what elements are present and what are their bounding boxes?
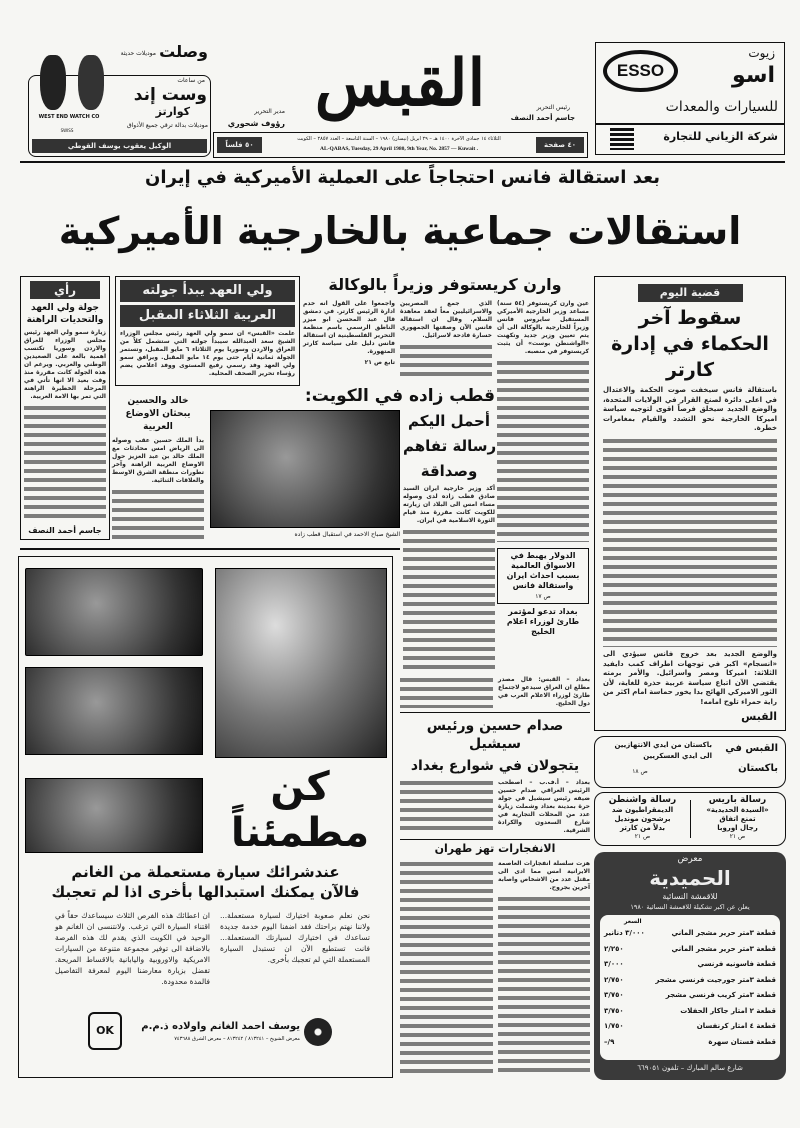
saddam-text-column [498, 779, 590, 836]
car-ad-contact: معرض الشويخ – ٨١٣٢٤١ / ٨١٣٢٤٢ – معرض الشرق ٧٤٣٦٨٨ [174, 1036, 300, 1042]
letter-line: تمنع اتفاق [719, 815, 756, 823]
watch-ad-swiss: SWISS [60, 128, 74, 133]
divider [20, 548, 400, 550]
esso-l3: للسيارات والمعدات [665, 99, 778, 115]
esso-logo: ESSO [603, 50, 678, 92]
warren-col-1: عين وارن كريستوفر (٥٤ سنة) مساعد وزير الخارجية الأميركي المستقيل سايروس فانس وزيراً للخارجية بالوكالة الى أن يتم تعيين وزير جديد وتكهنت «الواشنطن بوست» أن يثبت كريستوفر في منصبه. [497, 300, 589, 355]
esso-l2: اسو [732, 63, 775, 88]
pakistan-text-2: الى ايدي العسكريين [643, 752, 712, 760]
hamidiya-small: معرض [677, 854, 703, 864]
headline-line: يتجولان في شوارع بغداد [410, 757, 580, 774]
ghanim-disc-icon [304, 1018, 332, 1046]
text-column [112, 488, 204, 542]
tehran-headline: الانفجارات تهز طهران [400, 839, 590, 856]
today-issue-badge: قضية اليوم [638, 284, 743, 302]
opinion-title: جولة ولي العهد والتحديات الراهنة [26, 303, 104, 325]
crown-prince-column [120, 280, 295, 384]
ghotbzadeh-text: أكد وزير خارجية ايران السيد صادق قطب زاده لدى وصوله مساء امس الى البلاد ان زيارته للكويت كانت مقررة منذ قيام الثورة الاسلامية في ايران. [403, 485, 495, 524]
watch-ad-desc: موديلات بدالة ترقي جميع الأذواق [126, 122, 208, 129]
warren-continued: تابع ص ٢١ [364, 359, 395, 366]
tehran-text-column [498, 860, 590, 1076]
ghotbzadeh-photo [210, 410, 400, 528]
item-price: ٣/٧٥٠ [604, 1006, 624, 1015]
item-name: قطعة فاسونيه فرنسي [697, 960, 776, 968]
text-column [498, 895, 590, 1076]
hamidiya-address: شارع سالم المبارك – تلفون ٦٦٩٠٥١ [637, 1064, 743, 1072]
item-name: قطعة ٣متر جورجيت فرنسي مشجر [655, 975, 776, 984]
letter-line: برشحون مونديل [614, 815, 671, 823]
watch-ad-dealer: الوكيل يعقوب يوسف القوطي [32, 139, 207, 153]
letter-title: رسالة واشنطن [608, 795, 677, 805]
item-price: ٢/٧٥٠ [604, 975, 624, 984]
watch-ad-from: من ساعات [177, 77, 205, 84]
watch-ad-top: وصلت [159, 42, 208, 61]
subhead-line: أحمل اليكم [407, 412, 490, 430]
price-list-item [604, 1004, 776, 1020]
item-price: ٣/٠٠٠ دنانير [604, 929, 645, 937]
crown-prince-headline: ولي العهد يبدأ جولته [120, 280, 295, 302]
watch-ad-brand: وست إند [133, 85, 207, 105]
pakistan-title: القبس في [725, 743, 778, 754]
car-ad-text-right: نحن نعلم صعوبة اختيارك لسيارة مستعملة... ولاننا نهتم براحتك فقد اضفنا اليوم خدمة جديدة تساعدك في اختيارك لسيارتك المستعملة... فانت تستطيع الآن ان تستبدل السيارة المستعملة التي لم تعجبك بأخرى. [220, 911, 370, 964]
letter-page-ref: ص ٢١ [729, 833, 746, 840]
hamidiya-price-list [600, 915, 780, 1060]
managing-editor-name: رؤوف شحوري [227, 119, 285, 128]
divider [595, 123, 785, 125]
subhead-line: وصداقة [420, 462, 478, 480]
tehran-row [400, 860, 590, 1076]
dollar-box [497, 548, 589, 604]
text-column [24, 404, 106, 522]
item-name: قطعة فستان سهرة [708, 1037, 776, 1046]
today-issue-signature: القبس [741, 710, 777, 723]
price-header: السعر [624, 918, 642, 925]
baghdad-conf-row [400, 676, 590, 708]
item-price: ٢/٢٥٠ [604, 944, 624, 953]
price-list-item [604, 942, 776, 958]
baghdad-conf-text: بغداد – القبس: قال مصدر مطلع ان العراق سيدعو لاجتماع طارئ لوزراء الاعلام العرب في دول الخليج. [498, 676, 590, 707]
dollar-page-ref: ص ١٧ [535, 593, 551, 600]
price-list-item [604, 1019, 776, 1035]
ghotbzadeh-headline: قطب زاده في الكويت: [304, 386, 495, 406]
tehran-text: هزت سلسلة انفجارات العاصمة الايرانية امس مما ادى الى مقتل عدد من الاشخاص واصابة آخرين بجروح. [498, 860, 590, 892]
price-list-item [604, 1035, 776, 1051]
letter-page-ref: ص ٢١ [634, 833, 651, 840]
car-ad-slogan [210, 764, 390, 856]
man-photo [215, 568, 387, 758]
opinion-badge: رأي [30, 281, 100, 299]
watch-ad-top-sub: موديلات حديثة [120, 50, 156, 57]
managing-editor-label: مدير التحرير [254, 108, 285, 115]
kicker-headline: بعد استقالة فانس احتجاجاً على العملية الأميركية في إيران [144, 167, 661, 188]
subhead-line: رسالة تفاهم [403, 437, 497, 455]
esso-l1: زيوت [748, 46, 775, 60]
watch-icon [78, 55, 104, 110]
divider [20, 161, 785, 163]
car-photo [25, 568, 203, 656]
item-price: ٣/٠٠٠ [604, 960, 624, 968]
pakistan-text: باكستان من ايدي الانتهازيين [614, 741, 712, 749]
opinion-author: جاسم أحمد النصف [28, 526, 102, 535]
item-name: قطعة ٢ امتار جاكار الحفلات [680, 1006, 776, 1015]
price-list-item [604, 926, 776, 942]
watch-icon [40, 55, 66, 110]
ghanim-logo: OK [88, 1012, 122, 1050]
ghotbzadeh-column [403, 410, 495, 672]
editor-name: جاسم أحمد النصف [510, 114, 575, 122]
headline-line: صدام حسين ورئيس سيشيل [426, 717, 564, 752]
khalid-column [112, 395, 204, 542]
letter-line: رجال اوروبا [717, 824, 758, 832]
photo-caption: الشيخ صباح الاحمد في استقبال قطب زاده [294, 531, 400, 538]
newspaper-logo: القبس [314, 46, 486, 121]
warren-column-2 [400, 300, 492, 380]
car-photo [25, 778, 203, 853]
main-headline: استقالات جماعية بالخارجية الأميركية [58, 209, 742, 253]
opinion-column [24, 281, 106, 536]
watch-ad-sub: كوارتز [155, 105, 190, 118]
editor-label: رئيس التحرير [536, 104, 570, 111]
car-ad-headline [21, 862, 390, 902]
price-list-item [604, 957, 776, 973]
item-price: ٣/٧٥٠ [604, 991, 624, 999]
pakistan-title-2: باكستان [738, 763, 778, 774]
divider [400, 712, 590, 713]
khalid-text: بدأ الملك حسين عقب وصوله الى الرياض امس محادثات مع الملك خالد بن عبد العزيز حول الاوضاع العربية الراهنة وآخر تطورات منطقة الشرق الاوسط والعلاقات الثنائية. [112, 437, 204, 484]
item-name: قطعة ٣متر كريب فرنسي مشجر [665, 991, 776, 999]
hamidiya-announce: يعلن عن اكبر تشكيلة للاقمشة النسائية ١٩٨٠ [630, 903, 750, 911]
warren-column-3 [303, 300, 395, 380]
text-column [400, 676, 493, 708]
company-logo-icon [610, 128, 634, 150]
warren-column-1 [497, 300, 589, 542]
warren-col-3: واجمعوا على القول انه خدم ادارة الرئيس كارتر. في دمشق قال عبد المحسن ابو ميزر الناطق الرسمي باسم منظمة التحرير الفلسطينية ان استقالة فانس دليل على سياسة كارتر المتهورة. [303, 300, 395, 355]
price-list-item [604, 973, 776, 989]
car-ad-text-left: ان اعطائك هذه الفرص الثلاث سيساعدك حقاً في اقتناء السيارة التي ترغب. ولانتنسى ان الغانم هو الوحيد في الكويت الذي يقدم لك هذه الفرصة بالاضافة الى توفير مجموعة متنوعة من السيارات الامريكية والاوروبية واليابانية بالاقساط المريحة. تفضل بزيارة معارضنا اليوم لمعرفة التفاصيل فالمدة محدودة. [55, 911, 210, 986]
slogan-line: كن [270, 764, 330, 810]
today-issue-text-2: والوضع الجديد بعد خروج فانس سيؤدي الى «انسجام» اكبر في توجهات اطراف كمب دايفيد الثلاثة: اميركا ومصر واسرائيل. والأمر برمته يقتضي الآن اتباع سياسة عربية حذرة للغاية، لأن الثور الاميركي الهائج بدا يخور حماسة امام اكثر من راية حمراء تلوح امامه! [603, 650, 777, 706]
warren-col-2: الذي جمع المصريين والاسرائيليين معاً لعقد معاهدة السلام. وقال ان استقالة فانس الآن وصفتها الجمهوري خسارة فادحة لاسرائيل. [400, 300, 492, 339]
pakistan-page-ref: ص ١٨ [632, 768, 648, 775]
divider [690, 800, 691, 838]
item-name: قطعة ٣متر حرير مشجر الماني [671, 944, 776, 953]
saddam-text: بغداد – أ.ف.ب – اصطحب الرئيس العراقي صدام حسين ضيفه رئيس سيشيل في جولة حرة بمدينة بغداد وشملت زيارة عدد من المحلات التجارية في شارع السعدون والكرادة الشرقية. [498, 778, 590, 834]
text-column [400, 779, 493, 836]
today-issue-title: سقوط آخر الحكماء في إدارة كارتر [611, 307, 769, 381]
item-price: ٩/– [604, 1037, 615, 1046]
baghdad-conf-headline: بغداد تدعو لمؤتمر طارئ لوزراء اعلام الخليج [506, 607, 580, 636]
text-column [497, 359, 589, 542]
price-badge: ٥٠ فلساً [217, 137, 262, 153]
pages-badge: ٤٠ صفحة [536, 137, 584, 153]
today-issue-text: باستقالة فانس سيخفت صوت الحكمة والاعتدال في اعلى دائرة لصنع القرار في الولايات المتحدة، والوضع الجديد سيخلق فرصاً اقوى لتوجيه سياسة اميركا الخارجية نحو التشدد والقيام بمغامرات خطرة. [603, 386, 777, 432]
crown-prince-text: علمت «القبس» ان سمو ولي العهد رئيس مجلس الوزراء الشيخ سعد العبدالله سيبدأ جولته التي ستشمل كلاً من العراق والاردن وسوريا يوم الثلاثاء ٦ مايو المقبل، وتستمر الجولة ثمانية أيام حتى يوم ١٤ مايو المقبل. ويرافق سمو ولي العهد وفد رسمي رفيع المستوى ووفد اعلامي يضم رؤساء تحرير الصحف المحلية. [120, 330, 296, 377]
hamidiya-sub: للاقمشة النسائية [662, 892, 718, 901]
car-ad-company: يوسف احمد الغانم واولاده ذ.م.م [141, 1021, 300, 1032]
dollar-baghdad-column [497, 548, 589, 674]
khalid-headline: خالد والحسين يبحثان الاوضاع العربية [125, 396, 191, 432]
text-column [603, 437, 777, 648]
headline-line: فالآن يمكنك استبدالها بأخرى اذا لم تعجبك [51, 883, 360, 901]
warren-headline: وارن كريستوفر وزيراً بالوكالة [328, 275, 562, 294]
letter-line: الديمقراطيون ضد [611, 806, 674, 814]
letter-line: بدلاً من كارتر [619, 824, 666, 832]
opinion-text: زيارة سمو ولي العهد رئيس مجلس الوزراء للعراق والاردن وسوريا تكتسب اهمية بالغة على الصعيدين الوطني والعربي. ويرغم ان هذه الجولة كانت مقررة منذ وقت بعيد الا انها تأتي في المرحلة الخطيرة الراهنة التي تمر بها الامة العربية. [24, 329, 106, 400]
headline-line: عندشرائك سيارة مستعملة من الغانم [71, 863, 340, 881]
date-arabic: الثلاثاء ١٤ جمادى الآخرة ١٤٠٠ هـ – ٢٩ ابريل (نيسان) ١٩٨٠ – السنة التاسعة – العدد ٢٨٥٧ – الكويت [297, 136, 501, 142]
text-column [400, 860, 493, 1076]
watch-ad-logo: WEST END WATCH CO [38, 114, 100, 120]
esso-company: شركة الزياني للتجارة [663, 130, 778, 143]
dollar-headline: الدولار يهبط في الاسواق العالمية بسبب احداث ايران واستقالة فانس [506, 551, 580, 590]
letter-washington[interactable] [600, 795, 685, 840]
today-issue-column [603, 284, 777, 724]
crown-prince-headline-2: العربية الثلاثاء المقبل [120, 305, 295, 327]
item-price: ١/٧٥٠ [604, 1022, 624, 1030]
car-photo [25, 667, 203, 755]
letter-title: رسالة باريس [708, 795, 767, 805]
item-name: قطعة ٤ امتار كرنفسان [696, 1022, 776, 1030]
text-column [403, 528, 495, 672]
price-list-item [604, 988, 776, 1004]
item-name: قطعة ٣متر حرير مشجر الماني [671, 929, 776, 937]
saddam-tehran-block [400, 676, 590, 1076]
slogan-line: مطمئناً [230, 810, 370, 856]
date-english: AL-QABAS, Tuesday, 29 April 1980, 9th Year, No. 2857 — Kuwait . [319, 146, 479, 152]
hamidiya-name: الحميدية [649, 866, 731, 890]
text-column [400, 343, 492, 380]
saddam-row [400, 779, 590, 836]
letter-paris[interactable] [695, 795, 780, 840]
letter-line: «السيدة الحديدية» [706, 806, 769, 814]
